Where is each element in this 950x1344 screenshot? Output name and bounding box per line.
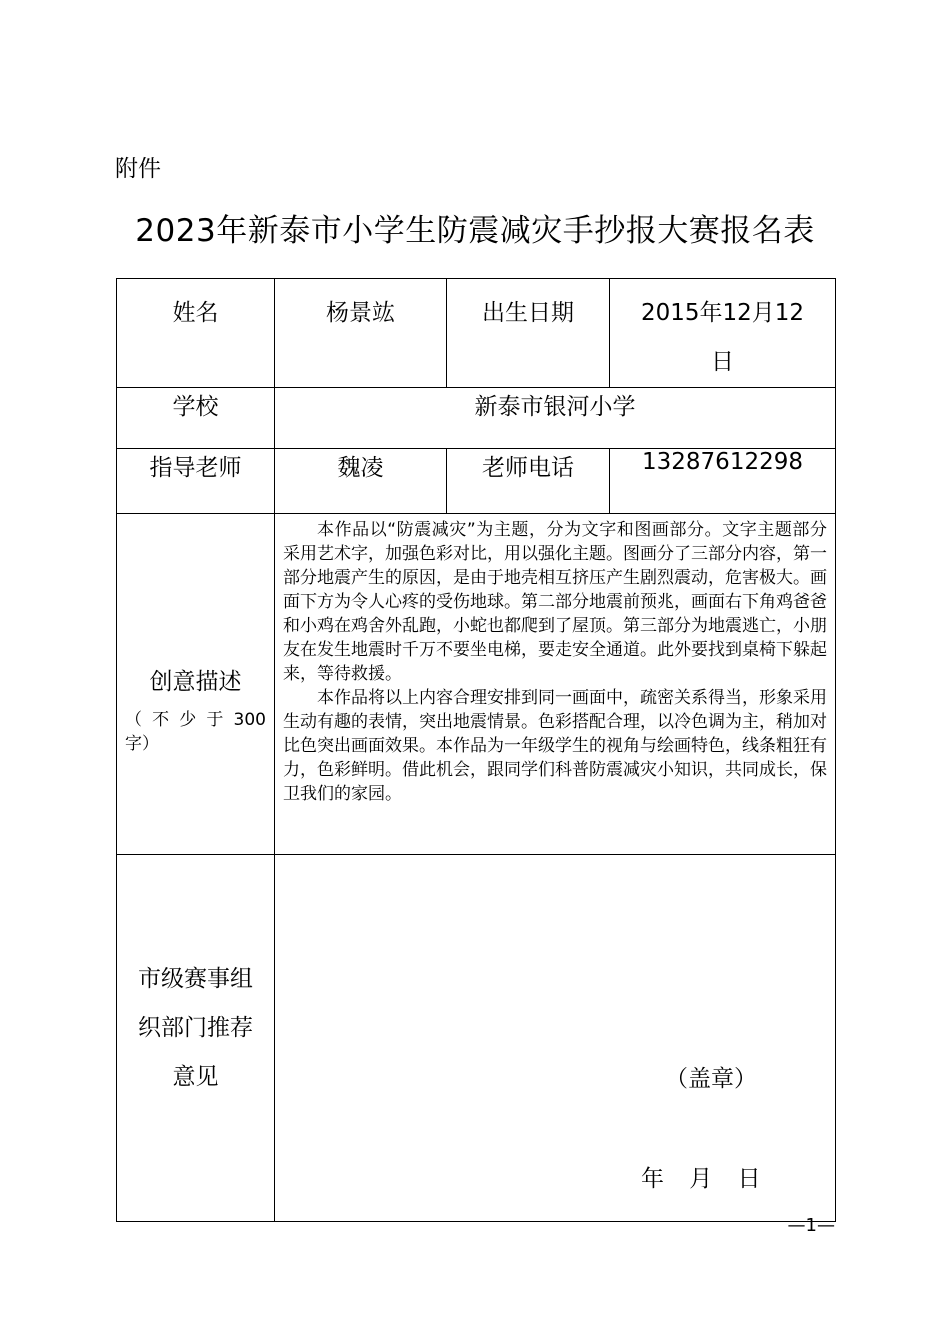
phone-value: 13287612298 — [610, 449, 836, 514]
description-note-line1: （不少于300 — [125, 709, 266, 730]
description-note-line2: 字） — [125, 733, 159, 754]
birth-label: 出生日期 — [482, 300, 574, 326]
registration-form — [116, 278, 836, 1222]
recommend-opinion-cell — [275, 855, 836, 1222]
seal-text: （盖章） — [665, 1066, 757, 1092]
description-text — [275, 514, 836, 855]
school-value: 新泰市银河小学 — [275, 388, 836, 449]
page-number: —1— — [787, 1215, 835, 1236]
birth-value-cell — [610, 279, 836, 388]
description-label-cell — [117, 514, 275, 855]
description-paragraph-2: 本作品将以上内容合理安排到同一画面中，疏密关系得当，形象采用生动有趣的表情，突出地震情景。色彩搭配合理，以冷色调为主，稍加对比色突出画面效果。本作品为一年级学生的视角与绘画特色，线条粗狂有力，色彩鲜明。借此机会，跟同学们科普防震减灾小知识，共同成长，保卫我们的家园。 — [283, 688, 827, 804]
recommend-label-cell — [117, 855, 275, 1222]
recommend-label-line1: 市级赛事组 — [138, 965, 253, 992]
date-text: 年 月 日 — [641, 1166, 761, 1192]
school-label: 学校 — [117, 388, 275, 449]
page-title: 2023年新泰市小学生防震减灾手抄报大赛报名表 — [135, 213, 815, 249]
name-label: 姓名 — [172, 300, 219, 326]
name-label-cell — [117, 279, 275, 388]
birth-label-cell — [447, 279, 610, 388]
description-label: 创意描述 — [149, 668, 242, 695]
row-school — [117, 388, 836, 449]
teacher-label: 指导老师 — [117, 449, 275, 514]
row-description — [117, 514, 836, 855]
attachment-label: 附件 — [115, 156, 161, 182]
row-teacher — [117, 449, 836, 514]
birth-value-line1: 2015年12月12 — [640, 300, 805, 326]
birth-value-line2: 日 — [711, 349, 734, 375]
phone-label: 老师电话 — [447, 449, 610, 514]
recommend-label-line3: 意见 — [172, 1063, 219, 1090]
row-recommendation — [117, 855, 836, 1222]
name-value: 杨景竑 — [326, 300, 395, 326]
row-name-birth — [117, 279, 836, 388]
teacher-value: 魏凌 — [275, 449, 447, 514]
recommend-label-line2: 织部门推荐 — [138, 1014, 253, 1041]
description-paragraph-1: 本作品以“防震减灾”为主题，分为文字和图画部分。文字主题部分采用艺术字，加强色彩对比，用以强化主题。图画分了三部分内容，第一部分地震产生的原因，是由于地壳相互挤压产生剧烈震动，危害极大。画面下方为令人心疼的受伤地球。第二部分地震前预兆，画面右下角鸡爸爸和小鸡在鸡舍外乱跑，小蛇也都爬到了屋顶。第三部分为地震逃亡，小朋友在发生地震时千万不要坐电梯，要走安全通道。此外要找到桌椅下躲起来，等待救援。 — [283, 520, 827, 684]
name-value-cell — [275, 279, 447, 388]
